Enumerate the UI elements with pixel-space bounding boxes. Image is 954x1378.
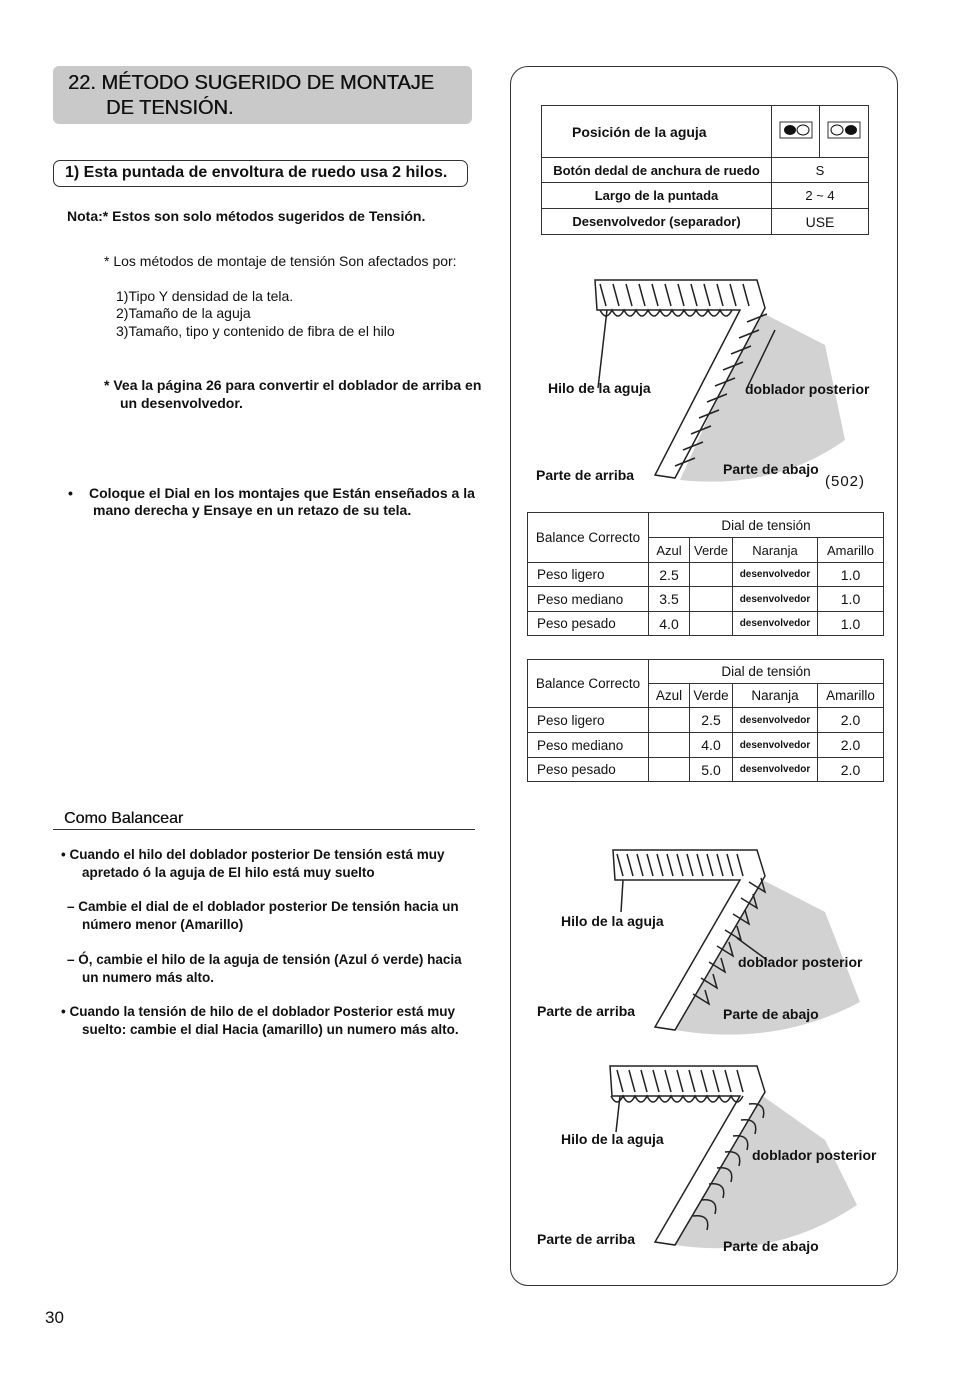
- verde-value: 5.0: [690, 758, 733, 782]
- naranja-value: desenvolvedor: [733, 758, 818, 782]
- verde-value: 4.0: [690, 733, 733, 758]
- amarillo-value: 1.0: [818, 612, 884, 636]
- table-row: [528, 612, 884, 636]
- naranja-value: desenvolvedor: [733, 733, 818, 758]
- affected-item: 1)Tipo Y densidad de la tela.: [116, 288, 294, 304]
- column-header: Verde: [690, 684, 733, 708]
- needle-thread-label: Hilo de la aguja: [561, 913, 664, 929]
- lower-looper-label: doblador posterior: [752, 1147, 877, 1163]
- amarillo-value: 1.0: [818, 587, 884, 612]
- table-row: [528, 733, 884, 758]
- dial-note-cont: mano derecha y Ensaye en un retazo de su tela.: [93, 502, 412, 518]
- balance-dash-2-cont: un numero más alto.: [82, 970, 215, 985]
- balance-bullet-2: • Cuando la tensión de hilo de el doblador Posterior está muy: [61, 1004, 456, 1019]
- column-header: Naranja: [733, 684, 818, 708]
- stitch-length-label: Largo de la puntada: [542, 183, 772, 209]
- row-label: Peso pesado: [528, 758, 649, 782]
- top-side-label: Parte de arriba: [537, 1003, 636, 1019]
- model-number: (502): [825, 473, 866, 490]
- section-title-line2: DE TENSIÓN.: [106, 97, 234, 119]
- spreader-value: USE: [772, 209, 869, 235]
- needle-position-right-icon: [820, 106, 869, 158]
- column-header: Azul: [649, 684, 690, 708]
- table-corner: Balance Correcto: [528, 513, 649, 563]
- lower-looper-label: doblador posterior: [738, 954, 863, 970]
- verde-value: [690, 587, 733, 612]
- amarillo-value: 2.0: [818, 758, 884, 782]
- bottom-side-label: Parte de abajo: [723, 461, 819, 477]
- top-side-label: Parte de arriba: [536, 467, 635, 483]
- naranja-value: desenvolvedor: [733, 563, 818, 587]
- naranja-value: desenvolvedor: [733, 708, 818, 733]
- table-row: [528, 563, 884, 587]
- azul-value: 4.0: [649, 612, 690, 636]
- tension-table: [527, 659, 884, 782]
- settings-table: [541, 105, 869, 235]
- amarillo-value: 2.0: [818, 733, 884, 758]
- azul-value: [649, 708, 690, 733]
- column-header: Amarillo: [818, 538, 884, 563]
- azul-value: 2.5: [649, 563, 690, 587]
- balance-bullet-1-cont: apretado ó la aguja de El hilo está muy suelto: [82, 865, 375, 880]
- needle-position-left-icon: [772, 106, 820, 158]
- azul-value: [649, 733, 690, 758]
- page-number: 30: [45, 1308, 64, 1327]
- width-button-value: S: [772, 158, 869, 183]
- azul-value: 3.5: [649, 587, 690, 612]
- tension-table: [527, 512, 884, 636]
- balance-dash-1-cont: número menor (Amarillo): [82, 917, 244, 932]
- table-corner: Balance Correcto: [528, 660, 649, 708]
- needle-position-label: Posición de la aguja: [542, 106, 772, 158]
- column-header: Verde: [690, 538, 733, 563]
- column-header: Naranja: [733, 538, 818, 563]
- row-label: Peso pesado: [528, 612, 649, 636]
- column-header: Azul: [649, 538, 690, 563]
- amarillo-value: 2.0: [818, 708, 884, 733]
- row-label: Peso mediano: [528, 587, 649, 612]
- balance-dash-2: – Ó, cambie el hilo de la aguja de tensión (Azul ó verde) hacia: [67, 952, 462, 967]
- section-title-line1: 22. MÉTODO SUGERIDO DE MONTAJE: [68, 72, 434, 94]
- naranja-value: desenvolvedor: [733, 612, 818, 636]
- row-label: Peso ligero: [528, 563, 649, 587]
- dial-note: Coloque el Dial en los montajes que Están enseñados a la: [89, 485, 475, 501]
- row-label: Peso mediano: [528, 733, 649, 758]
- verde-value: 2.5: [690, 708, 733, 733]
- needle-thread-label: Hilo de la aguja: [561, 1131, 664, 1147]
- subtitle: 1) Esta puntada de envoltura de ruedo usa 2 hilos.: [65, 164, 448, 181]
- row-label: Peso ligero: [528, 708, 649, 733]
- balance-heading: Como Balancear: [64, 810, 184, 827]
- bullet: •: [68, 485, 73, 501]
- width-button-label: Botón dedal de anchura de ruedo: [542, 158, 772, 183]
- column-header: Amarillo: [818, 684, 884, 708]
- see-page-note-cont: un desenvolvedor.: [120, 395, 243, 411]
- affected-item: 3)Tamaño, tipo y contenido de fibra de el hilo: [116, 323, 395, 339]
- affected-item: 2)Tamaño de la aguja: [116, 305, 251, 321]
- affected-intro: * Los métodos de montaje de tensión Son afectados por:: [104, 253, 457, 269]
- verde-value: [690, 612, 733, 636]
- amarillo-value: 1.0: [818, 563, 884, 587]
- note: Nota:* Estos son solo métodos sugeridos de Tensión.: [67, 208, 426, 224]
- bottom-side-label: Parte de abajo: [723, 1238, 819, 1254]
- bottom-side-label: Parte de abajo: [723, 1006, 819, 1022]
- dial-header: Dial de tensión: [649, 660, 884, 684]
- balance-bullet-1: • Cuando el hilo del doblador posterior De tensión está muy: [61, 847, 445, 862]
- stitch-length-value: 2 ~ 4: [772, 183, 869, 209]
- section-title-box: [53, 66, 472, 124]
- balance-dash-1: – Cambie el dial de el doblador posterior De tensión hacia un: [67, 899, 459, 914]
- naranja-value: desenvolvedor: [733, 587, 818, 612]
- see-page-note: * Vea la página 26 para convertir el doblador de arriba en: [104, 377, 482, 393]
- verde-value: [690, 563, 733, 587]
- top-side-label: Parte de arriba: [537, 1231, 636, 1247]
- subtitle-box: [53, 160, 468, 187]
- lower-looper-label: doblador posterior: [745, 381, 870, 397]
- needle-thread-label: Hilo de la aguja: [548, 380, 651, 396]
- table-row: [528, 587, 884, 612]
- heading-rule: [53, 829, 475, 830]
- spreader-label: Desenvolvedor (separador): [542, 209, 772, 235]
- table-row: [528, 708, 884, 733]
- dial-header: Dial de tensión: [649, 513, 884, 538]
- table-row: [528, 758, 884, 782]
- azul-value: [649, 758, 690, 782]
- balance-bullet-2-cont: suelto: cambie el dial Hacia (amarillo) un numero más alto.: [82, 1022, 459, 1037]
